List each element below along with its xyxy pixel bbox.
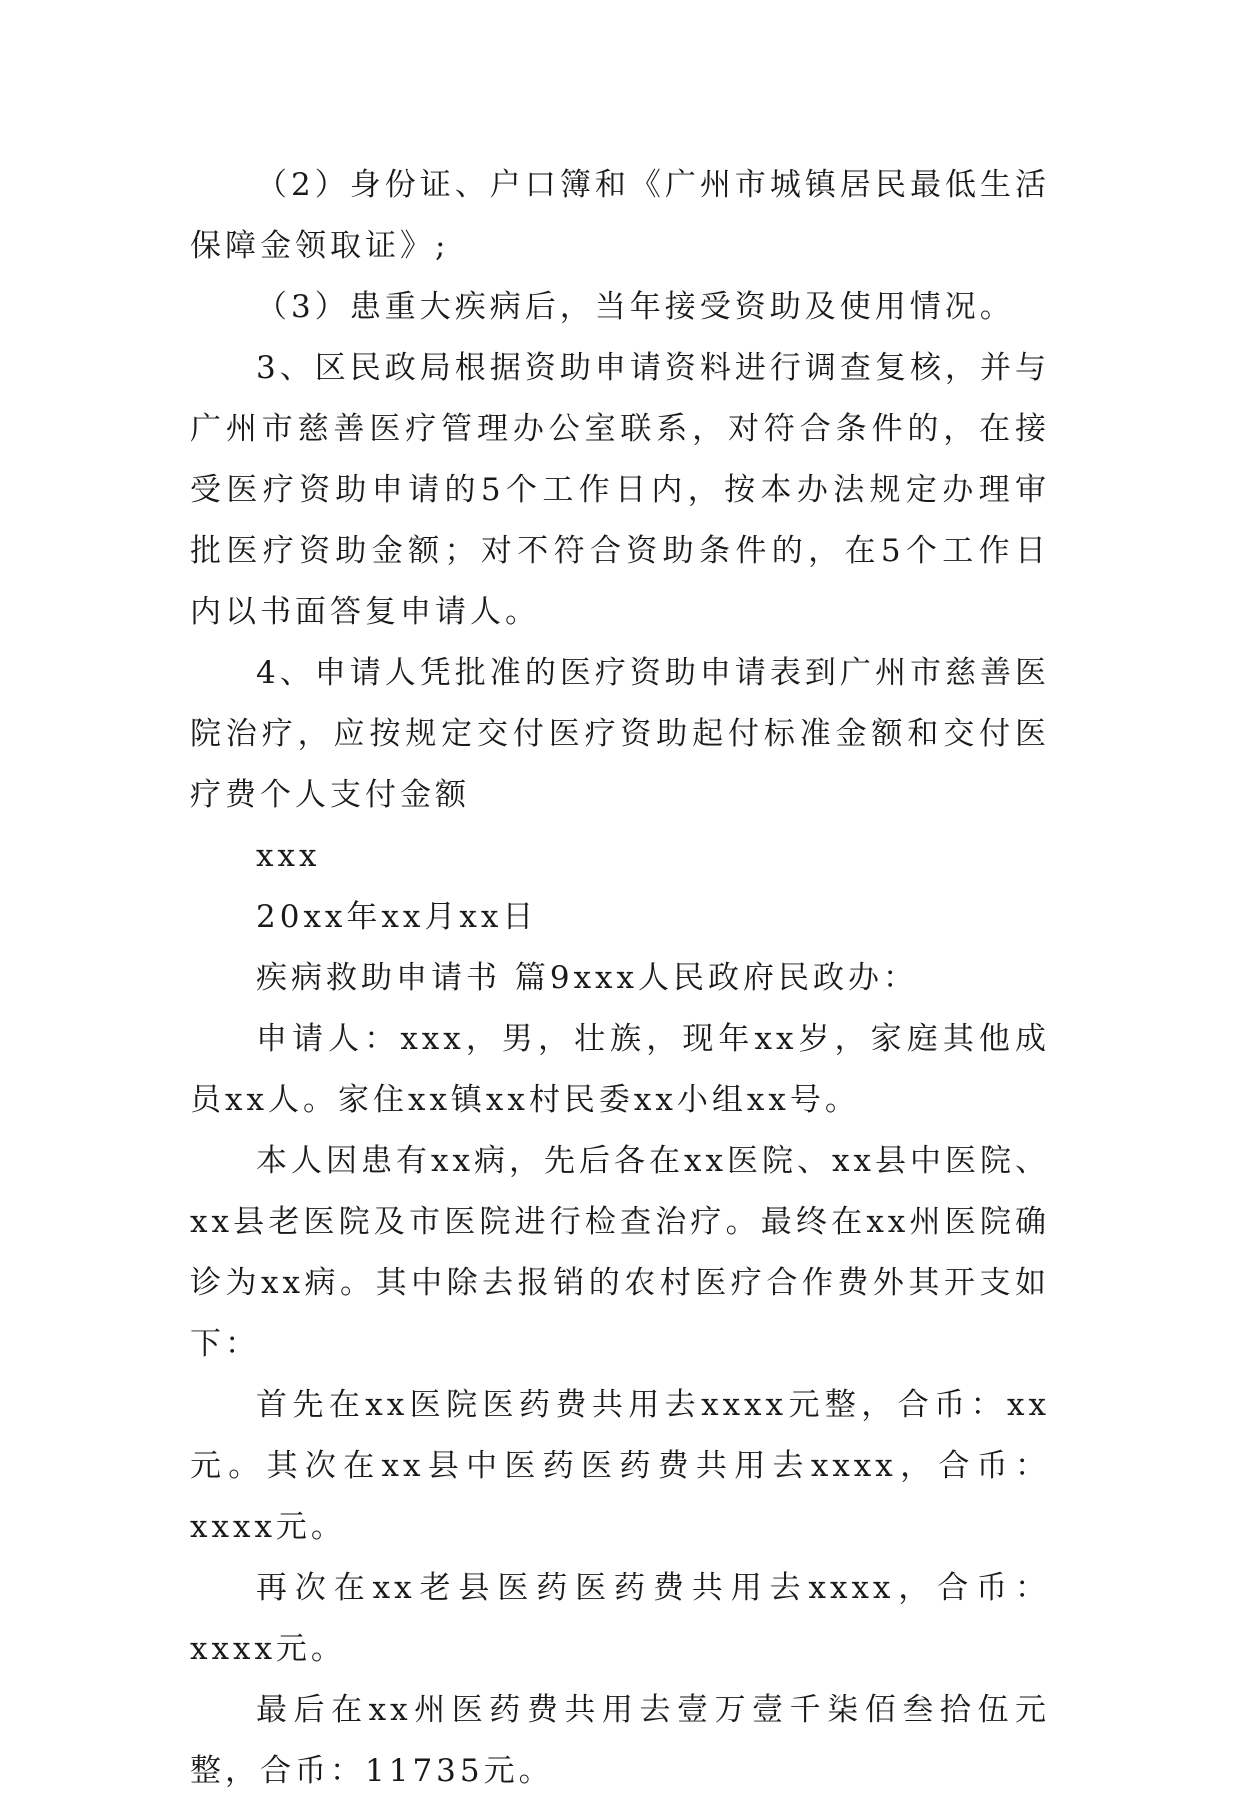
document-body — [190, 155, 1050, 1802]
paragraph-final-expense: 最后在xx州医药费共用去壹万壹千柒佰叁拾伍元整，合币：11735元。 — [190, 1692, 1050, 1789]
paragraph-applicant-info: 申请人：xxx，男，壮族，现年xx岁，家庭其他成员xx人。家住xx镇xx村民委xx小组xx号。 — [190, 1021, 1050, 1118]
paragraph-illness-history: 本人因患有xx病，先后各在xx医院、xx县中医院、xx县老医院及市医院进行检查治疗。最终在xx州医院确诊为xx病。其中除去报销的农村医疗合作费外其开支如下： — [190, 1143, 1050, 1362]
paragraph-second-expense: 再次在xx老县医药医药费共用去xxxx，合币：xxxx元。 — [190, 1570, 1050, 1667]
paragraph-treatment-payment: 4、申请人凭批准的医疗资助申请表到广州市慈善医院治疗，应按规定交付医疗资助起付标准金额和交付医疗费个人支付金额 — [190, 655, 1050, 813]
signature-name: xxx — [256, 838, 321, 874]
paragraph-id-documents: （2）身份证、户口簿和《广州市城镇居民最低生活保障金领取证》; — [190, 167, 1050, 264]
signature-date: 20xx年xx月xx日 — [256, 899, 538, 935]
paragraph-aid-usage: （3）患重大疾病后，当年接受资助及使用情况。 — [256, 289, 1015, 325]
paragraph-review-process: 3、区民政局根据资助申请资料进行调查复核，并与广州市慈善医疗管理办公室联系，对符合条件的，在接受医疗资助申请的5个工作日内，按本办法规定办理审批医疗资助金额；对不符合资助条件的，在5个工作日内以书面答复申请人。 — [190, 350, 1050, 630]
section-heading-application: 疾病救助申请书 篇9xxx人民政府民政办： — [256, 960, 919, 996]
paragraph-first-expense: 首先在xx医院医药费共用去xxxx元整，合币：xx元。其次在xx县中医药医药费共用去xxxx，合币：xxxx元。 — [190, 1387, 1050, 1545]
